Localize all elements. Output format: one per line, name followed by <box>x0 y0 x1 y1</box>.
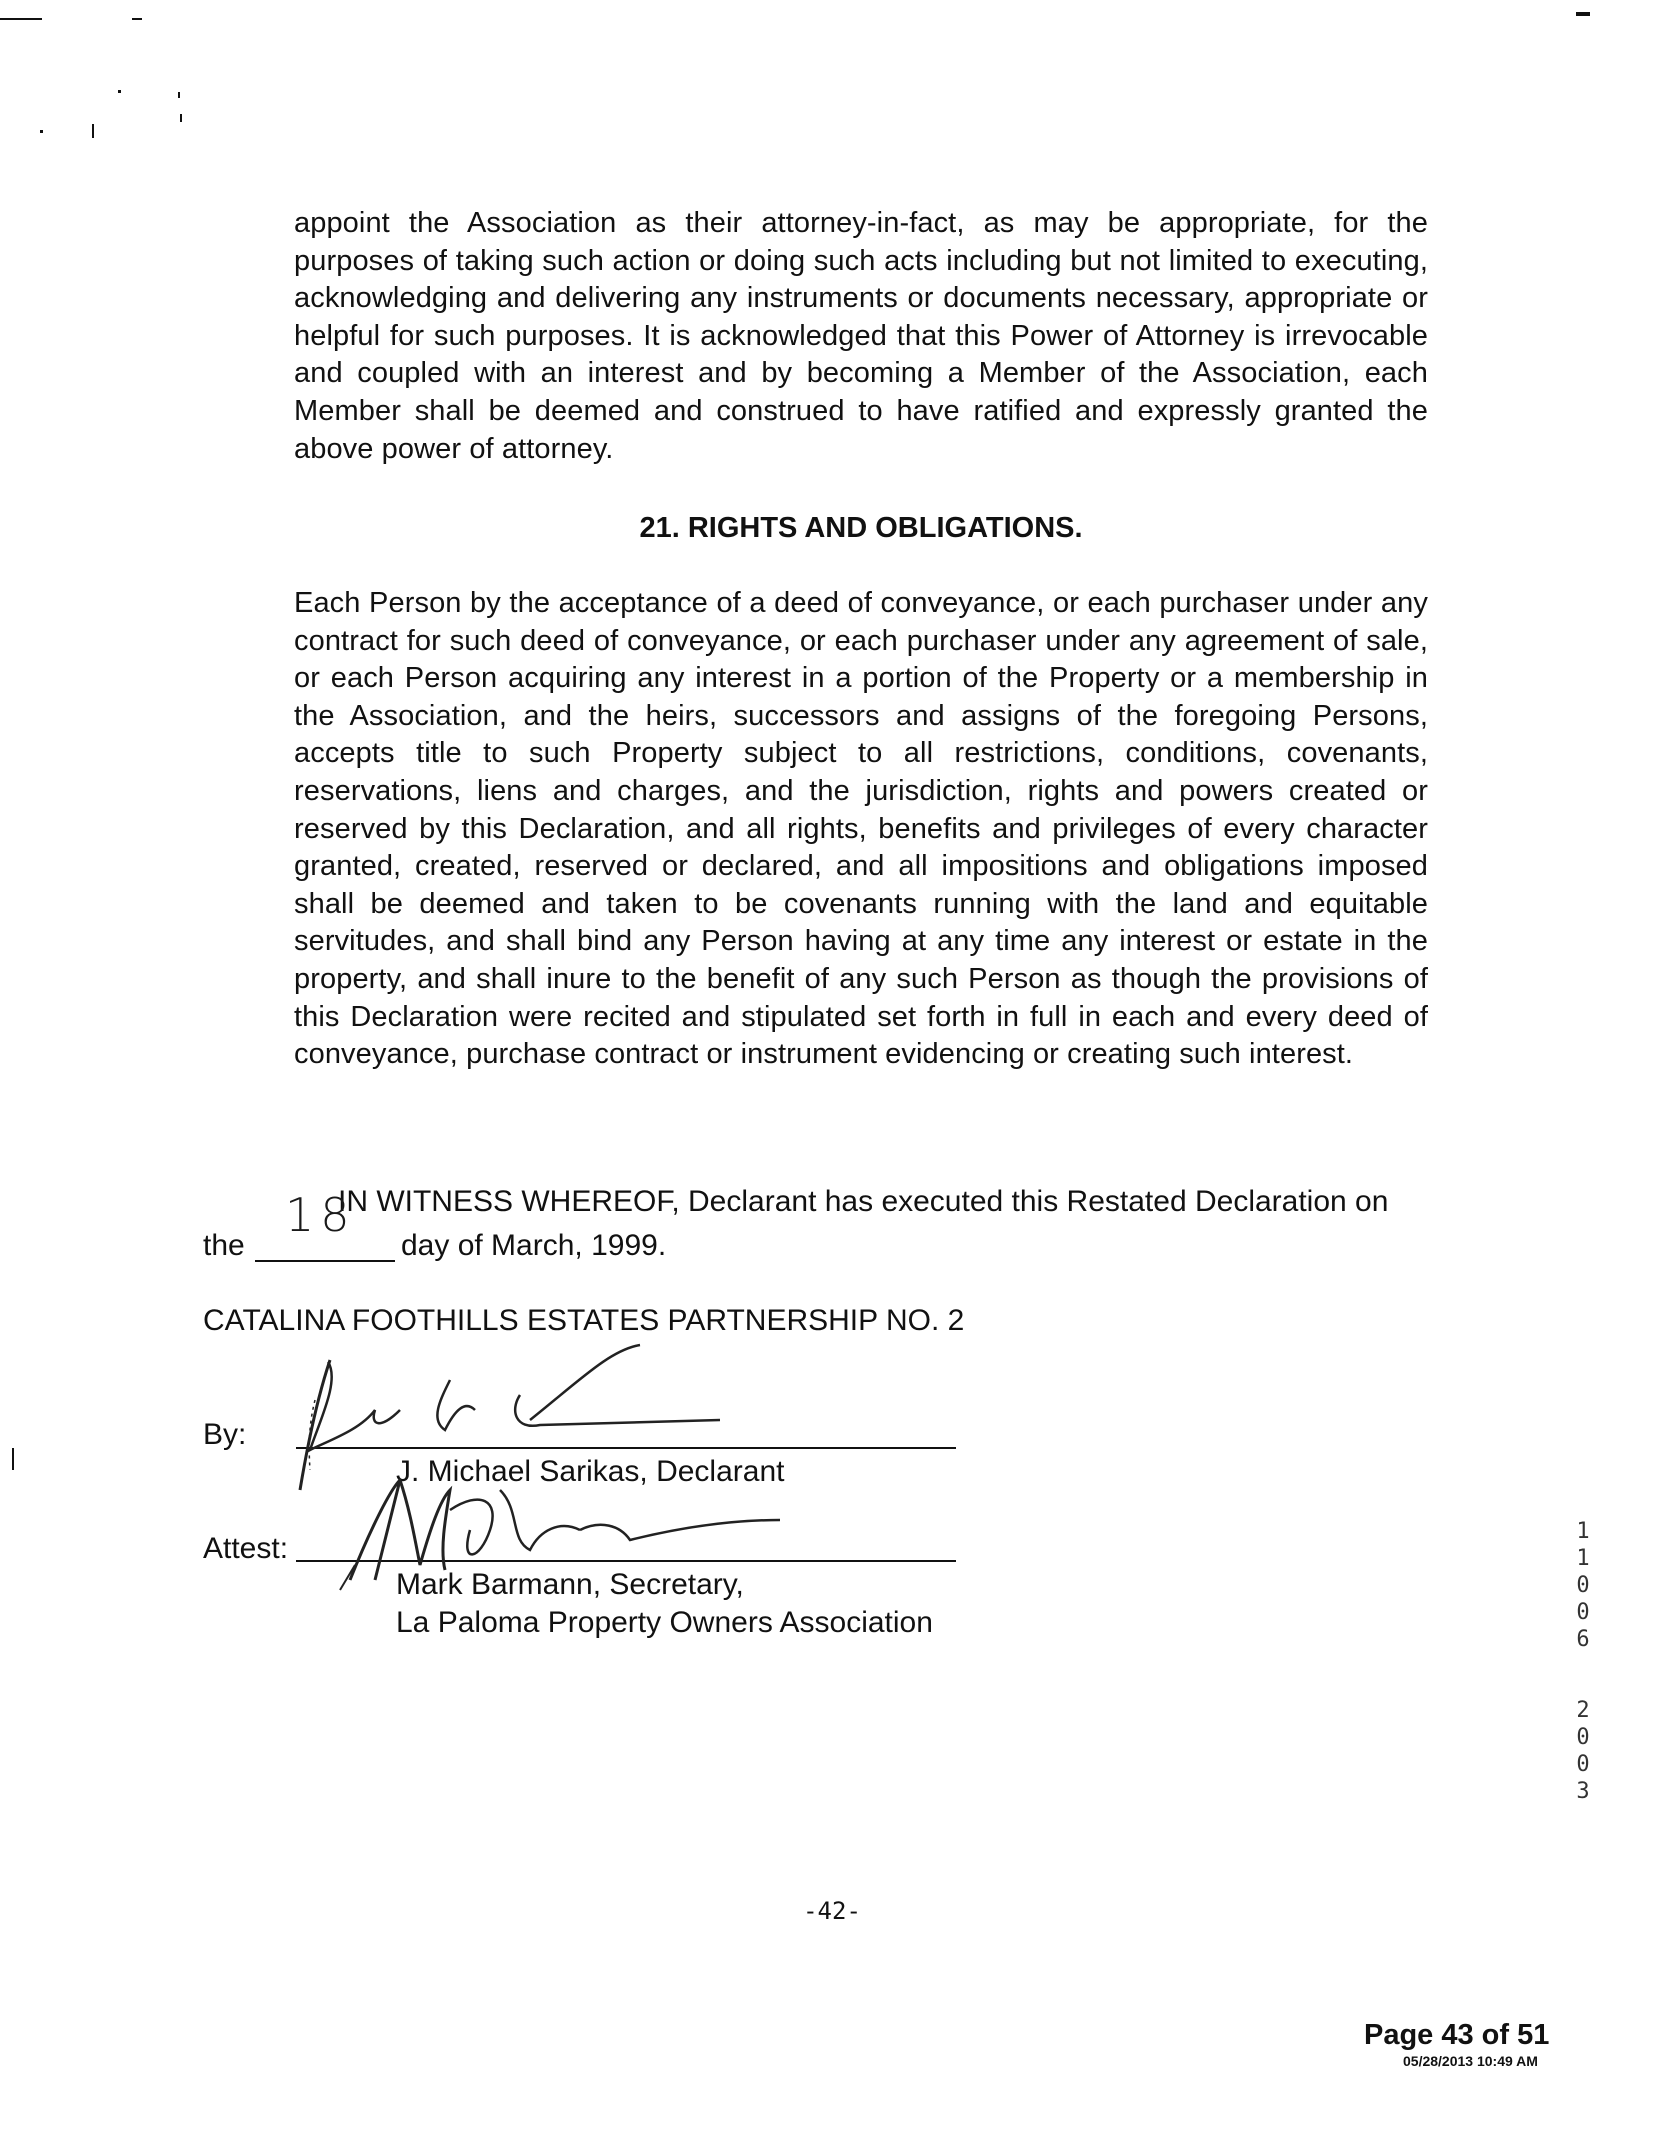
scan-mark <box>178 92 180 98</box>
stamp-digit: 0 <box>1576 1752 1590 1777</box>
paragraph-rights-obligations: Each Person by the acceptance of a deed of conveyance, or each purchaser under any contract for such deed of conveyance, or each purchaser under any agreement of sale, or each Person acquiring any interest in a portion of the Property or a membership in the Association, and the heirs, successors and assigns of the foregoing Persons, accepts title to such Property subject to all restrictions, conditions, covenants, reservations, liens and charges, and the jurisdiction, rights and powers created or reserved by this Declaration, and all rights, benefits and privileges of every character granted, created, reserved or declared, and all impositions and obligations imposed shall be deemed and taken to be covenants running with the land and equitable servitudes, and shall bind any Person having at any time any interest or estate in the property, and shall inure to the benefit of any such Person as though the provisions of this Declaration were recited and stipulated set forth in full in each and every deed of conveyance, purchase contract or instrument evidencing or creating such interest. <box>294 587 1428 1071</box>
scan-mark <box>92 124 94 138</box>
handwritten-day: 18 <box>285 1188 356 1242</box>
day-blank-line <box>255 1260 395 1262</box>
scan-mark <box>180 114 182 122</box>
by-label: By: <box>203 1418 247 1451</box>
stamp-digit: 0 <box>1576 1573 1590 1598</box>
witness-the-label: the <box>203 1229 245 1262</box>
stamp-digit: 0 <box>1576 1725 1590 1750</box>
scan-mark <box>1576 12 1590 16</box>
paragraph-power-of-attorney: appoint the Association as their attorney-in-fact, as may be appropriate, for the purposes of taking such action or doing such acts including but not limited to executing, acknowledging and delivering any instruments or documents necessary, appropriate or helpful for such purposes. It is acknowledged that this Power of Attorney is irrevocable and coupled with an interest and by becoming a Member of the Association, each Member shall be deemed and construed to have ratified and expressly granted the above power of attorney. <box>294 207 1428 465</box>
stamp-digit: 1 <box>1576 1519 1590 1544</box>
page-count-footer: Page 43 of 51 <box>1364 2019 1550 2051</box>
print-timestamp: 05/28/2013 10:49 AM <box>1403 2053 1538 2069</box>
witness-date-text: day of March, 1999. <box>401 1229 667 1262</box>
scan-mark <box>118 90 121 93</box>
stamp-digit: 2 <box>1576 1698 1590 1723</box>
stamp-digit: 1 <box>1576 1546 1590 1571</box>
scan-mark <box>0 18 42 20</box>
scan-mark <box>132 18 142 20</box>
witness-clause: IN WITNESS WHEREOF, Declarant has executed this Restated Declaration on <box>338 1185 1389 1218</box>
stamp-digit: 3 <box>1576 1779 1590 1804</box>
stamp-gap <box>1568 1653 1598 1697</box>
stamp-digit: 0 <box>1576 1600 1590 1625</box>
attest-label: Attest: <box>203 1532 289 1565</box>
secretary-name: Mark Barmann, Secretary, <box>396 1568 744 1601</box>
association-name: La Paloma Property Owners Association <box>396 1606 933 1639</box>
stamp-digit: 6 <box>1576 1627 1590 1652</box>
scan-mark <box>12 1448 14 1470</box>
declarant-name: J. Michael Sarikas, Declarant <box>396 1455 785 1488</box>
page-number: -42- <box>803 1897 861 1925</box>
partnership-name: CATALINA FOOTHILLS ESTATES PARTNERSHIP NO. 2 <box>203 1304 965 1337</box>
scan-mark <box>40 130 43 133</box>
secretary-signature <box>330 1470 810 1600</box>
side-recording-stamp <box>1568 1518 1598 1805</box>
section-heading: 21. RIGHTS AND OBLIGATIONS. <box>639 512 1083 544</box>
